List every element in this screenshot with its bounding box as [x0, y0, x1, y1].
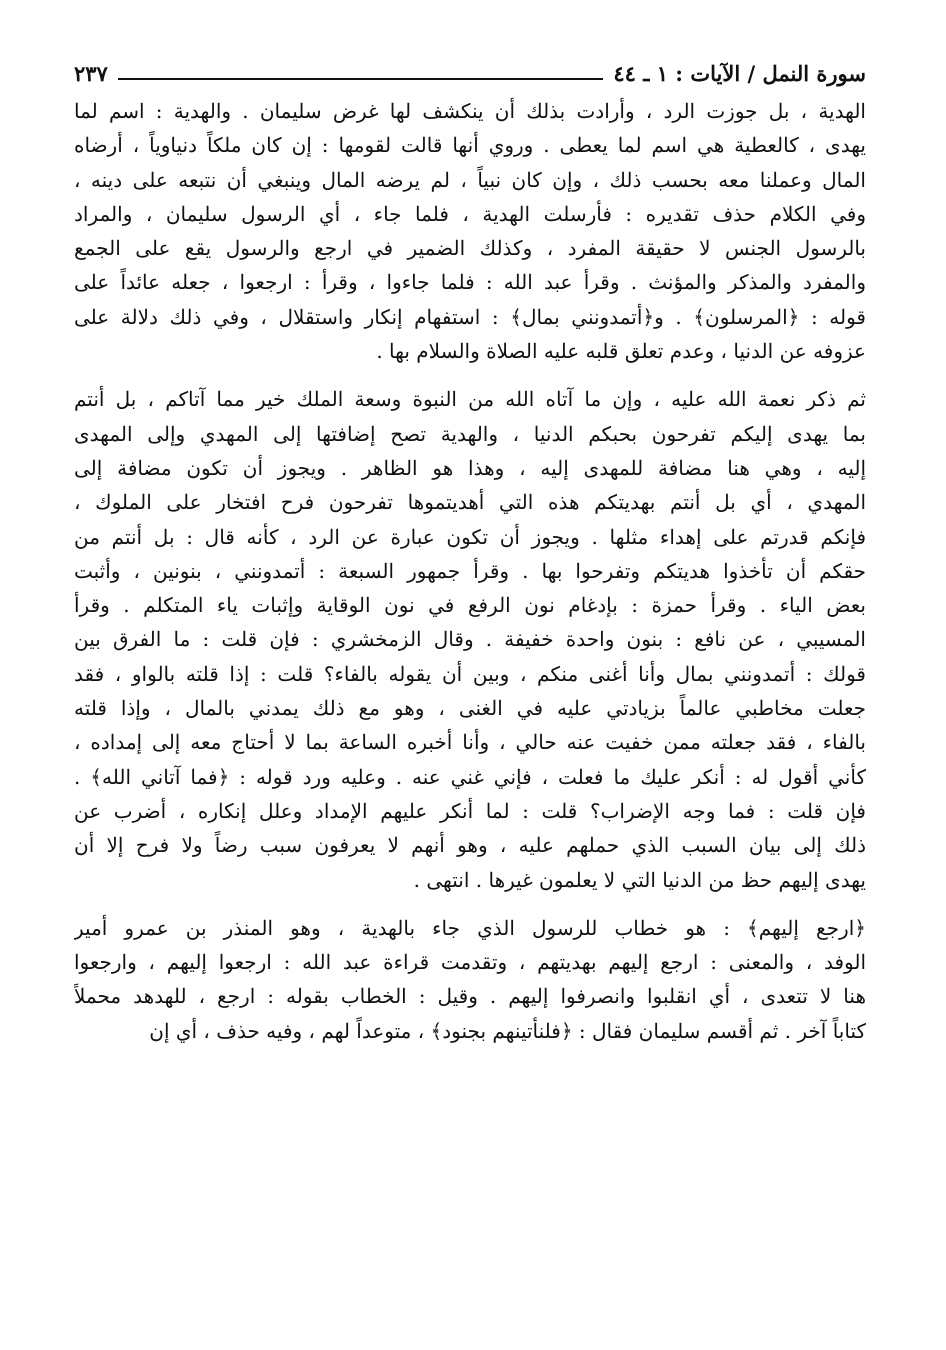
text-line: قوله : ﴿المرسلون﴾ . و﴿أتمدونني بمال﴾ : استفهام إنكار واستقلال ، وفي ذلك دلالة على: [74, 304, 866, 329]
text-line: بعض الياء . وقرأ حمزة : بإدغام نون الرفع في نون الوقاية وإثبات ياء المتكلم . وقرأ: [74, 593, 866, 618]
text-line: بالرسول الجنس لا حقيقة المفرد ، وكذلك الضمير في ارجع والرسول يقع على الجمع: [74, 236, 866, 261]
header-rule: [118, 78, 604, 80]
text-line: المال وعملنا معه بحسب ذلك ، وإن كان نبياً ، لم يرضه المال وينبغي أن نتبعه على دينه ،: [74, 167, 866, 192]
text-line: بالفاء ، فقد جعلته ممن خفيت عنه حالي ، وأنا أخبره الساعة بما لا أحتاج معه إلى إمداده ،: [74, 730, 866, 755]
text-line: يهدى ، كالعطية هي اسم لما يعطى . وروي أنها قالت لقومها : إن كان ملكاً دنياوياً ، أرضاه: [74, 133, 866, 158]
text-line: جعلت مخاطبي عالماً بزيادتي عليه في الغنى ، وهو مع ذلك يمدني بالمال ، وإذا قلته: [74, 696, 866, 721]
text-line: والمفرد والمذكر والمؤنث . وقرأ عبد الله : فلما جاءوا ، وقرأ : ارجعوا ، جعله عائداً على: [74, 270, 866, 295]
page-number: ٢٣٧: [74, 60, 108, 86]
commentary-text: [74, 94, 866, 1048]
running-header: [74, 58, 866, 88]
text-line: فإن قلت : فما وجه الإضراب؟ قلت : لما أنكر عليهم الإمداد وعلل إنكاره ، أضرب عن: [74, 798, 866, 823]
text-line: إليه ، وهي هنا مضافة للمهدى إليه ، وهذا هو الظاهر . ويجوز أن تكون مضافة إلى: [74, 455, 866, 480]
book-page: [74, 58, 866, 1062]
text-line: حقكم أن تأخذوا هديتكم وتفرحوا بها . وقرأ جمهور السبعة : أتمدونني ، بنونين ، وأثبت: [74, 558, 866, 583]
text-line: كأني أقول له : أنكر عليك ما فعلت ، فإني غني عنه . وعليه ورد قوله : ﴿فما آتاني الله﴾ .: [74, 764, 866, 789]
text-line: هنا لا تتعدى ، أي انقلبوا وانصرفوا إليهم . وقيل : الخطاب بقوله : ارجع ، للهدهد محملاً: [74, 984, 866, 1009]
text-line: ﴿ارجع إليهم﴾ : هو خطاب للرسول الذي جاء بالهدية ، وهو المنذر بن عمرو أمير: [74, 915, 866, 940]
text-line: كتاباً آخر . ثم أقسم سليمان فقال : ﴿فلنأتينهم بجنود﴾ ، متوعداً لهم ، وفيه حذف ، أي إن: [149, 1018, 866, 1043]
text-line: وفي الكلام حذف تقديره : فأرسلت الهدية ، فلما جاء ، أي الرسول سليمان ، والمراد: [74, 201, 866, 226]
paragraph: [74, 94, 866, 368]
surah-title: سورة النمل / الآيات : ١ ـ ٤٤: [613, 60, 866, 86]
text-line: قولك : أتمدونني بمال وأنا أغنى منكم ، وبين أن يقوله بالفاء؟ قلت : إذا قلته بالواو ، فقد: [74, 661, 866, 686]
text-line: يهدى إليهم حظ من الدنيا التي لا يعلمون غيرها . انتهى .: [413, 867, 866, 892]
text-line: ثم ذكر نعمة الله عليه ، وإن ما آتاه الله من النبوة وسعة الملك خير مما آتاكم ، بل أنتم: [74, 387, 866, 412]
text-line: المهدي ، أي بل أنتم بهديتكم هذه التي أهديتموها تفرحون فرح افتخار على الملوك ،: [74, 490, 866, 515]
text-line: ذلك إلى بيان السبب الذي حملهم عليه ، وهو أنهم لا يعرفون سبب رضاً ولا فرح إلا أن: [74, 833, 866, 858]
text-line: الوفد ، والمعنى : ارجع إليهم بهديتهم ، وتقدمت قراءة عبد الله : ارجعوا إليهم ، وارجعوا: [74, 950, 866, 975]
text-line: عزوفه عن الدنيا ، وعدم تعلق قلبه عليه الصلاة والسلام بها .: [376, 339, 866, 364]
text-line: الهدية ، بل جوزت الرد ، وأرادت بذلك أن ينكشف لها غرض سليمان . والهدية : اسم لما: [74, 99, 866, 123]
text-line: المسيبي ، عن نافع : بنون واحدة خفيفة . وقال الزمخشري : فإن قلت : ما الفرق بين: [74, 627, 866, 652]
text-line: فإنكم قدرتم على إهداء مثلها . ويجوز أن تكون عبارة عن الرد ، كأنه قال : بل أنتم من: [74, 524, 866, 549]
text-line: بما يهدى إليكم تفرحون بحبكم الدنيا ، والهدية تصح إضافتها إلى المهدي وإلى المهدى: [74, 421, 866, 446]
paragraph: [74, 382, 866, 896]
paragraph: [74, 911, 866, 1048]
